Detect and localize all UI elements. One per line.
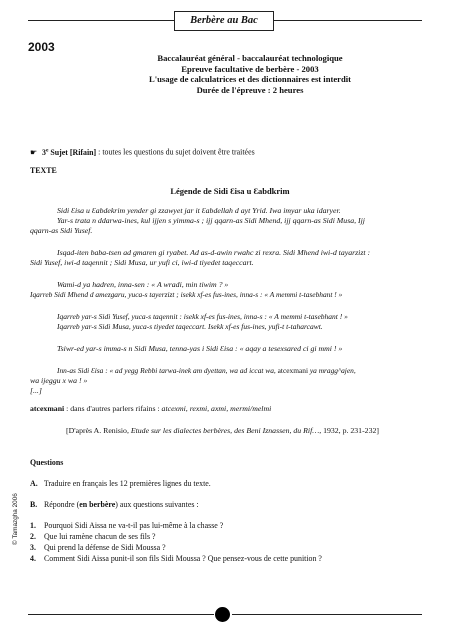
passage-line-9: Iqarreb yar-s Sidi Musa, yuca-s tiyedet taqeccart. Isekk xf-es fus-ines, yufi-t t-taharcawt. (57, 322, 323, 331)
passage-line-10: Tsiwr-ed yar-s imma-s n Sidi Musa, tenna-yas i Sidi Ɛisa : « aqay a tesexsared ci gi mmi ! » (57, 344, 343, 353)
question-b-bold: en berbère (79, 500, 116, 509)
footer-dot-icon (215, 607, 230, 622)
passage-line-4: Isqad-iten baba-tsen ad gmaren gi ryabet. Ad as-d-awin rwahc zi rexra. Sidi Mhend iwi-d tayarzizt : (57, 248, 371, 257)
passage-line-11 (57, 366, 356, 376)
subject-number: 3 (41, 147, 46, 157)
source-citation (66, 426, 379, 435)
list-item-num: 2. (30, 532, 36, 541)
footer-rule-right (232, 614, 422, 615)
passage-line-2: Yar-s trata n ddarwa-ines, kul ijjen s yimma-s ; ijj qqarn-as Sidi Mhend, ijj qqarn-as Sidi Musa, Ijj (57, 216, 365, 225)
exam-year: 2003 (28, 40, 55, 54)
list-item-text: Comment Sidi Aissa punit-il son fils Sidi Moussa ? Que pensez-vous de cette punition ? (43, 554, 322, 563)
passage-line-7: Iqarreb Sidi Mhend d amezgaru, yuca-s tayerzizt ; isekk xf-es fus-ines, inna-s : « A memmi t-tasebhant ! » (30, 290, 343, 299)
passage-line-5: Sidi Yusef, iwi-d taqennit ; Sidi Musa, ur yufi ci, iwi-d tiyedet taqeccart. (30, 258, 254, 267)
copyright-credit: © Tamazgha 2006 (12, 493, 19, 545)
source-suffix: , 1932, p. 231-232] (319, 426, 379, 435)
footer-rule-left (28, 614, 214, 615)
list-item (30, 532, 156, 541)
list-item-text: Pourquoi Sidi Aissa ne va-t-il pas lui-même à la chasse ? (43, 521, 224, 530)
header-rule-left (28, 20, 174, 21)
question-b-pre: Répondre ( (43, 500, 80, 509)
list-item (30, 543, 166, 552)
passage-ellipsis: [...] (30, 386, 42, 395)
exam-heading (100, 53, 400, 95)
question-a (30, 479, 211, 488)
footnote-text: : dans d'autres parlers rifains : (66, 404, 160, 413)
footnote-variants: atcexmi, rexmi, axmi, mermi/melmi (161, 404, 272, 413)
texte-label: TEXTE (30, 166, 57, 175)
source-prefix: [D'après A. Renisio, (66, 426, 129, 435)
footnote-term: atcexmani (30, 404, 65, 413)
footnote (30, 404, 271, 413)
subject-sup: e (45, 147, 49, 153)
subject-rest: : toutes les questions du sujet doivent être traitées (98, 147, 255, 157)
passage-line-11-b: atcexmani (277, 366, 309, 375)
list-item-text: Que lui ramène chacun de ses fils ? (43, 532, 156, 541)
header-title: Berbère au Bac (174, 11, 274, 31)
passage-line-12: wa ijeggu x wa ! » (30, 376, 88, 385)
passage-line-8: Iqarreb yar-s Sidi Yusef, yuca-s taqennit : isekk xf-es fus-ines, inna-s : « A memmi t-tasebhant ! » (57, 312, 348, 321)
list-item-text: Qui prend la défense de Sidi Moussa ? (43, 543, 166, 552)
passage-line-1: Sidi Ɛisa u Ɛabdekrim yender gi zzawyet jar it Ɛabdellah d ayt Yrid. Iwa imyar uka idaryer. (57, 206, 341, 215)
header-rule-right (274, 20, 422, 21)
subject-line (30, 147, 255, 157)
exam-line-3: L'usage de calculatrices et des dictionnaires est interdit (148, 74, 351, 85)
list-item-num: 1. (30, 521, 36, 530)
question-b-label: B. (30, 500, 38, 509)
question-b-post: ) aux questions suivantes : (115, 500, 199, 509)
passage-line-11-c: ya mragg^ajen, (309, 366, 356, 375)
legend-title: Légende de Sidi Ɛisa u Ɛabdkrim (170, 186, 290, 196)
question-b (30, 500, 199, 509)
exam-line-4: Durée de l'épreuve : 2 heures (196, 84, 304, 95)
subject-bold: Sujet [Rifain] (50, 147, 97, 157)
questions-heading: Questions (30, 458, 64, 467)
passage-line-3: qqarn-as Sidi Yusef. (30, 226, 93, 235)
passage-line-6: Wami-d ya hadren, inna-sen : « A wradi, min tiwim ? » (57, 280, 229, 289)
list-item (30, 554, 322, 563)
question-a-text: Traduire en français les 12 premières lignes du texte. (43, 479, 211, 488)
question-a-label: A. (30, 479, 38, 488)
exam-line-1: Baccalauréat général - baccalauréat technologique (157, 53, 343, 63)
list-item (30, 521, 223, 530)
list-item-num: 3. (30, 543, 36, 552)
passage-line-11-a: Inn-as Sidi Ɛisa : « ad yegg Rebbi tarwa-inek am dyettan, wa ad iccat wa, (57, 366, 276, 375)
source-title: Etude sur les dialectes berbères, des Beni Iznassen, du Rif… (130, 426, 320, 435)
exam-line-2: Epreuve facultative de berbère - 2003 (181, 63, 319, 74)
list-item-num: 4. (30, 554, 36, 563)
pointing-hand-icon: ☛ (30, 147, 38, 157)
